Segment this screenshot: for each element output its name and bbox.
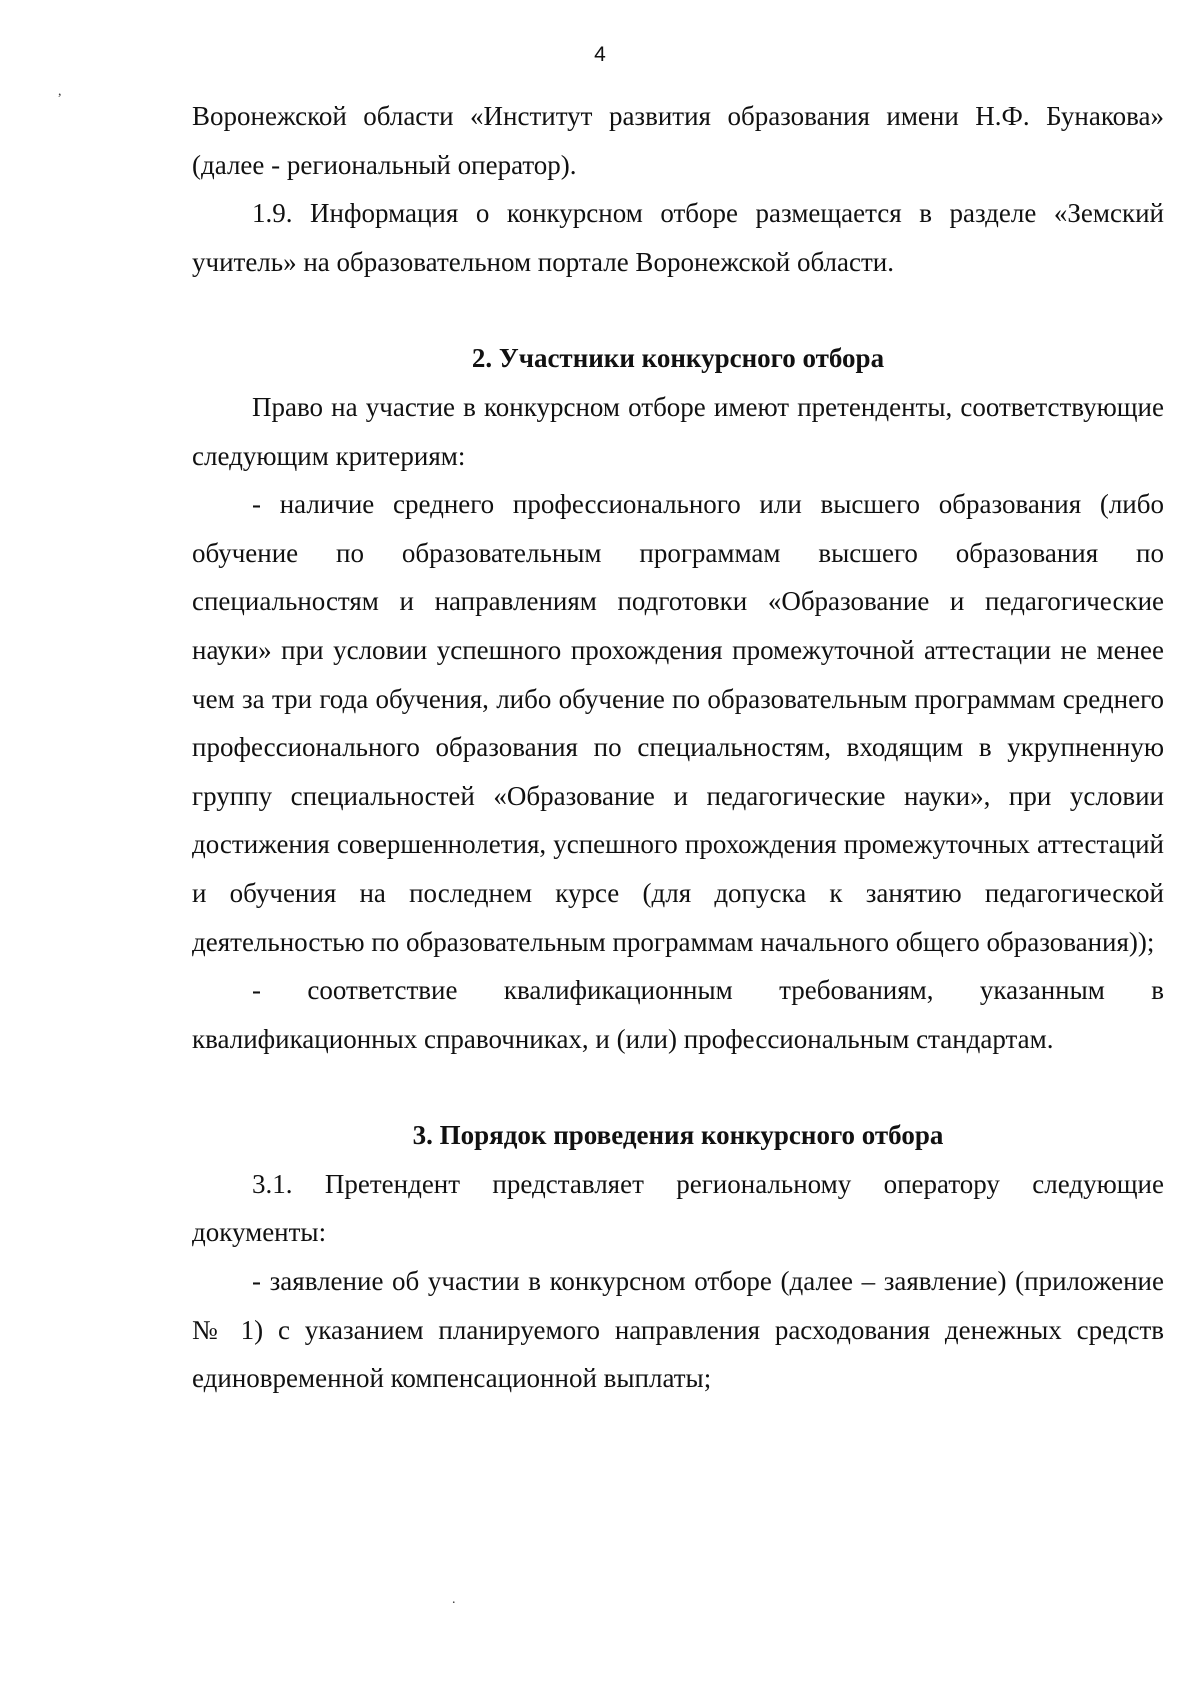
paragraph: - наличие среднего профессионального или высшего образования (либо обучение по образовательным программам высшего образования по специальностям и направлениям подготовки «Образование и педагогические науки» при условии успешного прохождения промежуточной аттестации не менее чем за три года обучения, либо обучение по образовательным программам среднего профессионального образования по специальностям, входящим в укрупненную группу специальностей «Образование и педагогические науки», при условии достижения совершеннолетия, успешного прохождения промежуточных аттестаций и обучения на последнем курсе (для допуска к занятию педагогической деятельностью по образовательным программам начального общего образования)); <box>192 489 1164 957</box>
paragraph: 3.1. Претендент представляет региональному оператору следующие документы: <box>192 1168 1164 1248</box>
paragraph: - соответствие квалификационным требованиям, указанным в квалификационных справочниках, и (или) профессиональным стандартам. <box>192 975 1164 1054</box>
section-heading: 3. Порядок проведения конкурсного отбора <box>412 1120 944 1151</box>
document-body <box>192 92 1164 1403</box>
scan-mark: , <box>58 84 62 99</box>
paragraph: Воронежской области «Институт развития образования имени Н.Ф. Бунакова» (далее - региональный оператор). <box>192 101 1164 180</box>
paragraph: 1.9. Информация о конкурсном отборе размещается в разделе «Земский учитель» на образовательном портале Воронежской области. <box>192 198 1164 277</box>
section-gap <box>192 286 1164 334</box>
section-heading: 2. Участники конкурсного отбора <box>471 343 885 374</box>
scan-mark: . <box>452 1592 456 1607</box>
paragraph: Право на участие в конкурсном отборе имеют претенденты, соответствующие следующим критериям: <box>192 391 1164 471</box>
paragraph: - заявление об участии в конкурсном отборе (далее – заявление) (приложение № 1) с указанием планируемого направления расходования денежных средств единовременной компенсационной выплаты; <box>192 1266 1164 1394</box>
page-number: 4 <box>594 43 606 66</box>
section-gap <box>192 1063 1164 1111</box>
